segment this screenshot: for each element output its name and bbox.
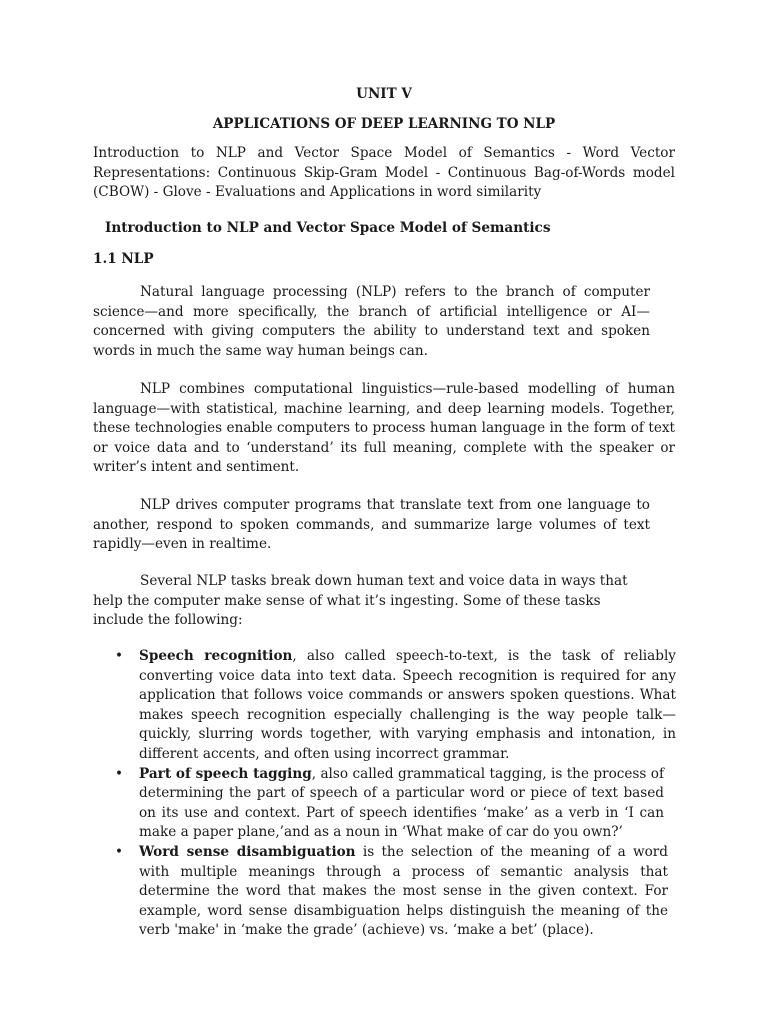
list-item-term: Word sense disambiguation	[139, 843, 356, 860]
task-list	[93, 647, 676, 941]
list-item	[93, 765, 676, 843]
bullet-icon: •	[115, 843, 124, 860]
list-item-text: is the selection of the meaning of a word with multiple meanings through a process of semantic analysis that determine the word that makes the most sense in the given context. For example, word sense disambiguation helps distinguish the meaning of the verb 'make' in ‘make the grade’ (achieve) vs. ‘make a bet’ (place).	[139, 843, 668, 939]
paragraph-1: Natural language processing (NLP) refers to the branch of computer science—and more specifically, the branch of artificial intelligence or AI—concerned with giving computers the ability to understand text and spoken words in much the same way human beings can.	[93, 284, 650, 359]
list-item	[93, 843, 676, 941]
list-item-text: , also called grammatical tagging, is the process of determining the part of speech of a particular word or piece of text based on its use and context. Part of speech identifies ‘make’ as a verb in ‘I can make a paper plane,’and as a noun in ‘What make of car do you own?’	[139, 765, 665, 841]
unit-title: UNIT V	[356, 86, 412, 102]
list-item-term: Part of speech tagging	[139, 765, 312, 782]
syllabus-paragraph: Introduction to NLP and Vector Space Model of Semantics - Word Vector Representations: Continuous Skip-Gram Model - Continuous Bag-of-Words model (CBOW) - Glove - Evaluations and Applications in word similarity	[93, 145, 675, 201]
list-item-text: , also called speech-to-text, is the task of reliably converting voice data into text data. Speech recognition is required for any application that follows voice commands or answers spoken questions. What makes speech recognition especially challenging is the way people talk—quickly, slurring words together, with varying emphasis and intonation, in different accents, and often using incorrect grammar.	[139, 648, 676, 762]
bullet-icon: •	[115, 765, 124, 782]
unit-subtitle: APPLICATIONS OF DEEP LEARNING TO NLP	[212, 116, 556, 132]
section-heading: Introduction to NLP and Vector Space Model of Semantics	[105, 220, 551, 236]
subsection-heading: 1.1 NLP	[93, 251, 154, 267]
list-item	[93, 647, 676, 765]
bullet-icon: •	[115, 648, 124, 664]
list-item-term: Speech recognition	[139, 648, 293, 664]
paragraph-4: Several NLP tasks break down human text and voice data in ways that help the computer make sense of what it’s ingesting. Some of these tasks include the following:	[93, 573, 628, 629]
paragraph-2: NLP combines computational linguistics—rule-based modelling of human language—with statistical, machine learning, and deep learning models. Together, these technologies enable computers to process human language in the form of text or voice data and to ‘understand’ its full meaning, complete with the speaker or writer’s intent and sentiment.	[93, 381, 675, 476]
paragraph-3: NLP drives computer programs that translate text from one language to another, respond to spoken commands, and summarize large volumes of text rapidly—even in realtime.	[93, 497, 650, 553]
